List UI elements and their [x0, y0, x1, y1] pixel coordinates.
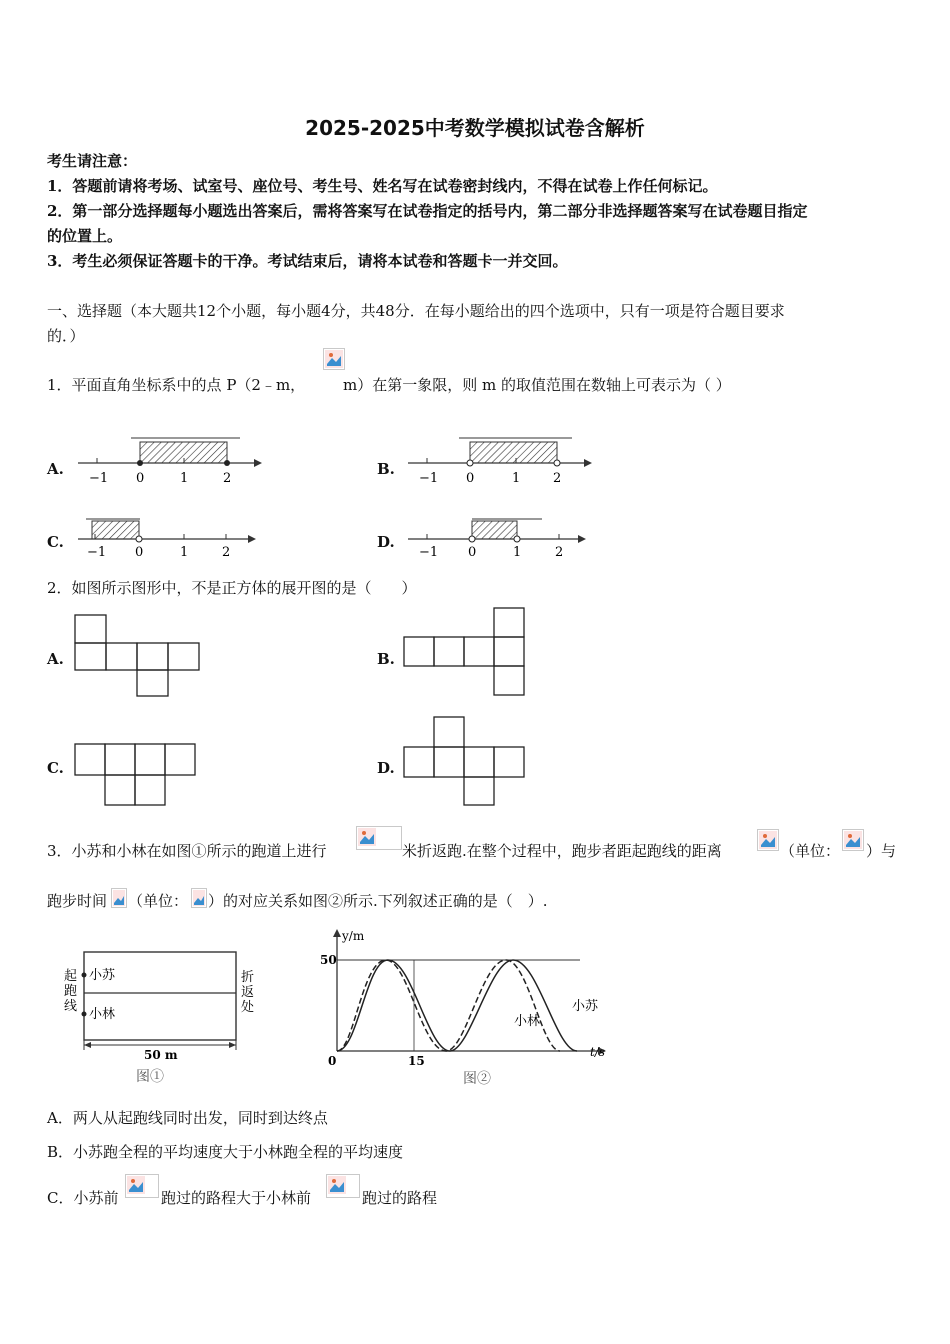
option-label: C. [47, 759, 64, 777]
option-label: A. [47, 650, 64, 668]
tick-label: 0 [136, 471, 145, 486]
tick-label: −1 [87, 545, 107, 560]
q3-stem: ）的对应关系如图②所示.下列叙述正确的是（ ）. [208, 892, 548, 910]
notice-item: 3．考生必须保证答题卡的干净。考试结束后，请将本试卷和答题卡一并交回。 [47, 252, 568, 270]
x-tick-label: 15 [408, 1054, 425, 1068]
q3-option-c: C．小苏前 [47, 1189, 119, 1207]
number-line-a [72, 432, 262, 490]
lane-label: 小林 [89, 1007, 116, 1022]
option-label: D. [377, 759, 395, 777]
broken-image-icon [111, 888, 127, 908]
turn-point-label: 处 [241, 1000, 255, 1015]
tick-label: 1 [512, 471, 521, 486]
origin-label: 0 [328, 1054, 337, 1068]
lane-label: 小苏 [89, 968, 116, 983]
tick-label: 2 [222, 545, 231, 560]
start-line-label: 起 [64, 969, 78, 984]
figure-caption: 图① [136, 1069, 164, 1085]
y-axis-label: y/m [342, 929, 365, 943]
figure-caption: 图② [463, 1071, 491, 1087]
track-length-label: 50 m [144, 1048, 178, 1062]
q3-stem: 跑步时间 [47, 892, 108, 910]
option-label: A. [47, 460, 64, 478]
notice-item: 1．答题前请将考场、试室号、座位号、考生号、姓名写在试卷密封线内，不得在试卷上作任何标记。 [47, 177, 718, 195]
cube-net-c [73, 742, 197, 808]
tick-label: 2 [553, 471, 562, 486]
cube-net-b [402, 606, 528, 698]
notice-item: 2．第一部分选择题每小题选出答案后，需将答案写在试卷指定的括号内，第二部分非选择题答案写在试卷题目指定 [47, 202, 808, 220]
q3-stem: 米折返跑.在整个过程中，跑步者距起跑线的距离 [402, 842, 722, 860]
y-tick-label: 50 [320, 953, 337, 967]
option-label: B. [377, 460, 395, 478]
tick-label: 2 [555, 545, 564, 560]
tick-label: −1 [419, 471, 439, 486]
start-line-label: 跑 [64, 984, 78, 999]
broken-image-icon [757, 829, 779, 851]
broken-image-icon [125, 1174, 159, 1198]
number-line-c [72, 512, 262, 562]
q3-option-b: B．小苏跑全程的平均速度大于小林跑全程的平均速度 [47, 1143, 404, 1161]
q3-option-a: A．两人从起跑线同时出发，同时到达终点 [47, 1109, 328, 1127]
option-label: C. [47, 533, 64, 551]
option-label: D. [377, 533, 395, 551]
turn-point-label: 返 [241, 985, 255, 1000]
tick-label: 0 [135, 545, 144, 560]
q3-stem: 3．小苏和小林在如图①所示的跑道上进行 [47, 842, 327, 860]
broken-image-icon [842, 829, 864, 851]
option-label: B. [377, 650, 395, 668]
section-heading: 一、选择题（本大题共12个小题，每小题4分，共48分．在每小题给出的四个选项中，只有一项是符合题目要求 [47, 302, 785, 320]
cube-net-a [73, 613, 203, 698]
q3-stem: ）与 [866, 842, 897, 860]
section-heading: 的．） [47, 327, 85, 345]
x-axis-label: t/s [590, 1045, 606, 1059]
notice-heading: 考生请注意： [47, 152, 138, 170]
number-line-b [402, 432, 592, 490]
tick-label: 2 [223, 471, 232, 486]
q1-stem-suffix: m）在第一象限，则 m 的取值范围在数轴上可表示为（ ） [343, 376, 731, 394]
page-title: 2025-2025中考数学模拟试卷含解析 [305, 116, 645, 140]
broken-image-icon [326, 1174, 360, 1198]
tick-label: −1 [419, 545, 439, 560]
tick-label: 1 [513, 545, 522, 560]
curve-label-lin: 小林 [514, 1014, 541, 1029]
curve-label-su: 小苏 [572, 999, 599, 1014]
track-figure [58, 940, 270, 1090]
broken-image-icon [191, 888, 207, 908]
q3-option-c: 跑过的路程大于小林前 [161, 1189, 312, 1207]
tick-label: 1 [180, 471, 189, 486]
q1-stem-prefix: 1．平面直角坐标系中的点 P（2﹣m， [47, 376, 306, 394]
tick-label: 1 [180, 545, 189, 560]
q3-option-c: 跑过的路程 [362, 1189, 438, 1207]
q2-stem: 2．如图所示图形中，不是正方体的展开图的是（ ） [47, 579, 417, 597]
tick-label: −1 [89, 471, 109, 486]
turn-point-label: 折 [241, 970, 255, 985]
cube-net-d [402, 715, 528, 809]
q3-stem: （单位： [128, 892, 189, 910]
notice-item: 的位置上。 [47, 227, 123, 245]
q3-stem: （单位： [780, 842, 841, 860]
tick-label: 0 [468, 545, 477, 560]
start-line-label: 线 [64, 999, 78, 1014]
tick-label: 0 [466, 471, 475, 486]
broken-image-icon [323, 348, 345, 370]
broken-image-icon [356, 826, 402, 850]
distance-time-graph [320, 925, 610, 1090]
number-line-d [402, 512, 592, 562]
